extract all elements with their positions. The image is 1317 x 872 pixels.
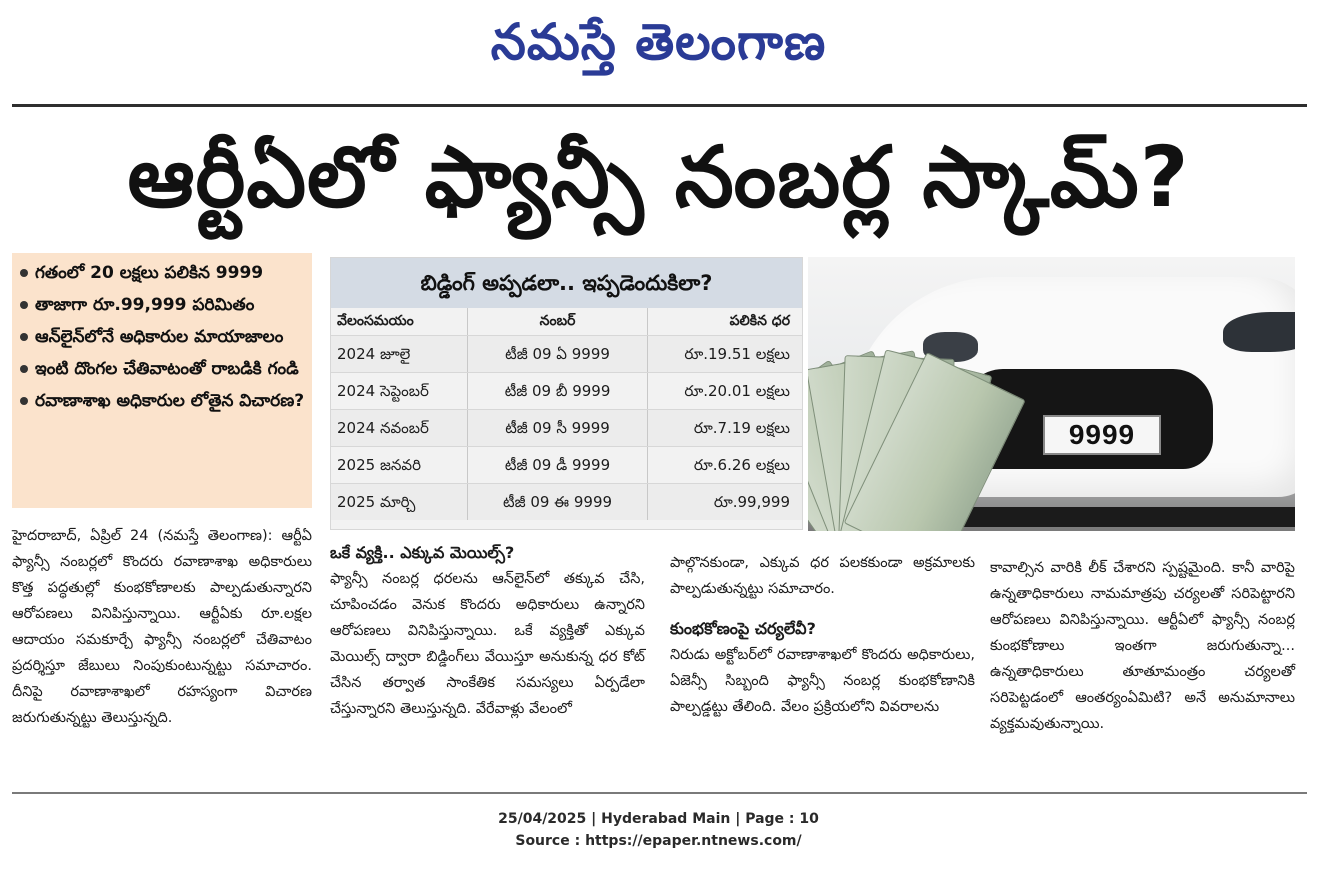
table-cell: 2024 సెప్టెంబర్ <box>331 373 468 409</box>
currency-notes <box>808 347 998 531</box>
bullet-icon <box>20 397 28 405</box>
bullet-icon <box>20 269 28 277</box>
footer-date-line: 25/04/2025 | Hyderabad Main | Page : 10 <box>498 811 819 827</box>
table-cell: టీజీ 09 ఈ 9999 <box>468 484 647 520</box>
car-photo <box>808 257 1295 531</box>
article-column-4 <box>990 555 1295 737</box>
header-cell: పలికిన ధర <box>729 313 790 329</box>
bullet-icon <box>20 333 28 341</box>
highlight-item: గతంలో 20 లక్షలు పలికిన 9999 <box>18 259 308 288</box>
table-cell: 2024 నవంబర్ <box>331 410 468 446</box>
masthead-logo: నమస్తే తెలంగాణ <box>490 12 827 71</box>
table-cell: రూ.6.26 లక్షలు <box>693 456 790 474</box>
bidding-table <box>330 257 803 530</box>
bottom-divider <box>12 792 1307 794</box>
table-row <box>331 446 802 483</box>
article-paragraph: హైదరాబాద్, ఏప్రిల్ 24 (నమస్తే తెలంగాణ): ఆర్టీఏ ఫ్యాన్సీ నంబర్లలో కొందరు రవాణాశాఖ అధికారులు కొత్త పద్ధతుల్లో కుంభకోణాలకు పాల్పడుతున్నారని ఆరోపణలు వినిపిస్తున్నాయి. ఆర్టీఏకు రూ.లక్షల ఆదాయం సమకూర్చే ఫ్యాన్సీ నంబర్లలో చేతివాటం ప్రదర్శిస్తూ జేబులు నింపుకుంటున్నట్టు సమాచారం. దీనిపై రవాణాశాఖలో రహస్యంగా విచారణ జరుగుతున్నట్టు తెలుస్తున్నది. <box>12 528 312 726</box>
highlight-item: ఇంటి దొంగల చేతివాటంతో రాబడికి గండి <box>18 355 308 384</box>
table-cell: రూ.7.19 లక్షలు <box>693 419 790 437</box>
bullet-icon <box>20 301 28 309</box>
highlight-item: ఆన్‌లైన్‌లోనే అధికారుల మాయాజాలం <box>18 323 308 352</box>
footer <box>0 808 1317 852</box>
article-paragraph: కావాల్సిన వారికి లీక్ చేశారని స్పష్టమైంది. కానీ వారిపై ఉన్నతాధికారులు నామమాత్రపు చర్యలతో సరిపెట్టారని ఆరోపణలు వినిపిస్తున్నాయి. ఆర్టీఏలో ఫ్యాన్సీ నంబర్ల కుంభకోణాలు ఇంతగా జరుగుతున్నా... ఉన్నతాధికారులు తూతూమంత్రం చర్యలతో సరిపెట్టడంలో ఆంతర్యంఏమిటి? అనే అనుమానాలు వ్యక్తమవుతున్నాయి. <box>990 560 1295 732</box>
article-column-3 <box>670 550 975 720</box>
table-cell: రూ.19.51 లక్షలు <box>684 345 790 363</box>
number-plate: 9999 <box>1043 415 1161 455</box>
article-column-1 <box>12 523 312 731</box>
footer-source-link[interactable]: Source : https://epaper.ntnews.com/ <box>515 833 802 849</box>
table-cell: టీజీ 09 బీ 9999 <box>468 373 647 409</box>
table-row <box>331 372 802 409</box>
table-cell: టీజీ 09 ఏ 9999 <box>468 336 647 372</box>
header-cell: నంబర్ <box>468 308 647 335</box>
table-cell: టీజీ 09 సీ 9999 <box>468 410 647 446</box>
headline: ఆర్టీఏలో ఫ్యాన్సీ నంబర్ల స్కామ్? <box>127 128 1190 226</box>
table-cell: 2025 జనవరి <box>331 447 468 483</box>
table-cell: రూ.20.01 లక్షలు <box>684 382 790 400</box>
highlights-box <box>12 253 312 508</box>
highlight-item: రవాణాశాఖ అధికారుల లోతైన విచారణ? <box>18 387 308 416</box>
headlight <box>1223 312 1295 352</box>
article-paragraph: నిరుడు అక్టోబర్‌లో రవాణాశాఖలో కొందరు అధికారులు, ఏజెన్సీ సిబ్బంది ఫ్యాన్సీ నంబర్ల కుంభకోణానికి పాల్పడ్డట్టు తేలింది. వేలం ప్రక్రియలోని వివరాలను <box>670 647 975 715</box>
bullet-icon <box>20 365 28 373</box>
table-row <box>331 409 802 446</box>
table-cell: 2025 మార్చి <box>331 484 468 520</box>
article-paragraph: ఫ్యాన్సీ నంబర్ల ధరలను ఆన్‌లైన్‌లో తక్కువ చేసి, చూపించడం వెనుక కొందరు అధికారులు ఉన్నారని ఆరోపణలు వినిపిస్తున్నాయి. ఒకే వ్యక్తితో ఎక్కువ మెయిల్స్ ద్వారా బిడ్డింగ్‌లు వేయిస్తూ అనుకున్న ధర కోట్ చేసిన తర్వాత సాంకేతిక సమస్యలు ఏర్పడేలా చేస్తున్నారని తెలుస్తున్నది. వేరేవాళ్లు వేలంలో <box>330 571 645 717</box>
table-cell: రూ.99,999 <box>713 493 790 511</box>
article-column-2 <box>330 540 645 722</box>
header-cell: వేలంసమయం <box>331 308 468 335</box>
highlight-item: తాజాగా రూ.99,999 పరిమితం <box>18 291 308 320</box>
table-row <box>331 483 802 520</box>
table-cell: 2024 జూలై <box>331 336 468 372</box>
subheading: ఒకే వ్యక్తి.. ఎక్కువ మెయిల్స్? <box>330 543 515 562</box>
article-paragraph: పాల్గొనకుండా, ఎక్కువ ధర పలకకుండా అక్రమాలకు పాల్పడుతున్నట్టు సమాచారం. <box>670 555 975 597</box>
subheading: కుంభకోణంపై చర్యలేవీ? <box>670 619 816 638</box>
table-cell: టీజీ 09 డీ 9999 <box>468 447 647 483</box>
table-header-row <box>331 308 802 335</box>
table-row <box>331 335 802 372</box>
table-title: బిడ్డింగ్ అప్పడలా.. ఇప్పడెందుకిలా? <box>331 258 802 308</box>
top-divider <box>12 104 1307 107</box>
